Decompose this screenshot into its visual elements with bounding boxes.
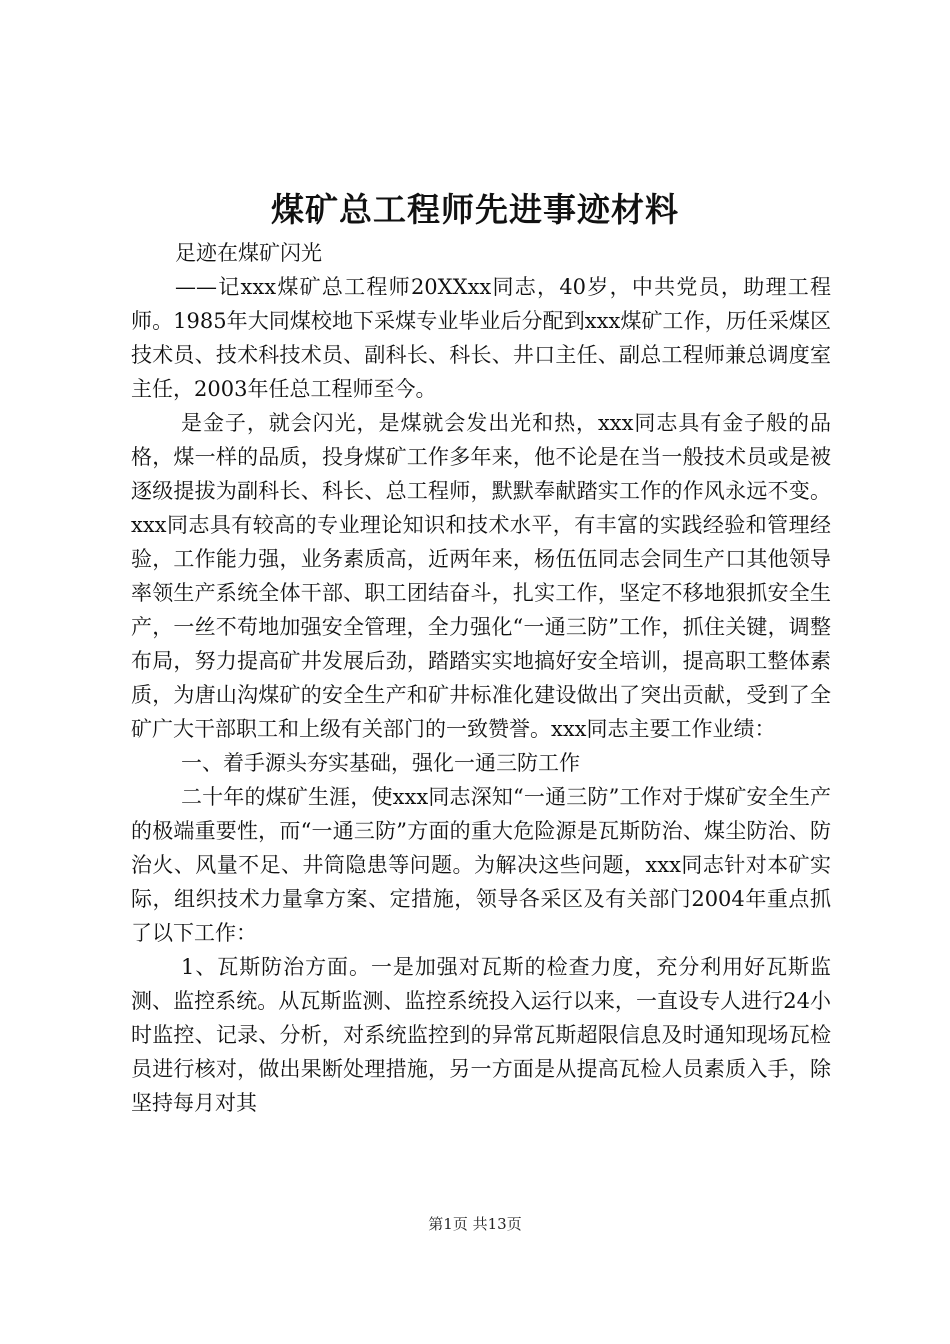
body-paragraph: 是金子，就会闪光，是煤就会发出光和热，xxx同志具有金子般的品格，煤一样的品质，投身煤矿工作多年来，他不论是在当一般技术员或是被逐级提拔为副科长、科长、总工程师，默默奉献踏实工作的作风永远不变。xxx同志具有较高的专业理论知识和技术水平，有丰富的实践经验和管理经验，工作能力强，业务素质高，近两年来，杨伍伍同志会同生产口其他领导率领生产系统全体干部、职工团结奋斗，扎实工作，坚定不移地狠抓安全生产，一丝不苟地加强安全管理，全力强化“一通三防”工作，抓住关键，调整布局，努力提高矿井发展后劲，踏踏实实地搞好安全培训，提高职工整体素质，为唐山沟煤矿的安全生产和矿井标准化建设做出了突出贡献，受到了全矿广大干部职工和上级有关部门的一致赞誉。xxx同志主要工作业绩： <box>131 411 831 741</box>
body-paragraph: 1、瓦斯防治方面。一是加强对瓦斯的检查力度，充分利用好瓦斯监测、监控系统。从瓦斯监测、监控系统投入运行以来，一直设专人进行24小时监控、记录、分析，对系统监控到的异常瓦斯超限信息及时通知现场瓦检员进行核对，做出果断处理措施，另一方面是从提高瓦检人员素质入手，除坚持每月对其 <box>131 955 831 1115</box>
document-body <box>131 236 831 1120</box>
document-title: 煤矿总工程师先进事迹材料 <box>271 190 679 229</box>
intro-paragraph: ——记xxx煤矿总工程师20XXxx同志，40岁，中共党员，助理工程师。1985年大同煤校地下采煤专业毕业后分配到xxx煤矿工作，历任采煤区技术员、技术科技术员、副科长、科长、井口主任、副总工程师兼总调度室主任，2003年任总工程师至今。 <box>131 275 831 401</box>
section-heading: 一、着手源头夯实基础，强化一通三防工作 <box>181 751 580 775</box>
subtitle-paragraph: 足迹在煤矿闪光 <box>175 241 322 265</box>
body-paragraph: 二十年的煤矿生涯，使xxx同志深知“一通三防”工作对于煤矿安全生产的极端重要性，而“一通三防”方面的重大危险源是瓦斯防治、煤尘防治、防治火、风量不足、井筒隐患等问题。为解决这些问题，xxx同志针对本矿实际，组织技术力量拿方案、定措施，领导各采区及有关部门2004年重点抓了以下工作： <box>131 785 831 945</box>
page-footer: 第1页 共13页 <box>428 1215 522 1233</box>
